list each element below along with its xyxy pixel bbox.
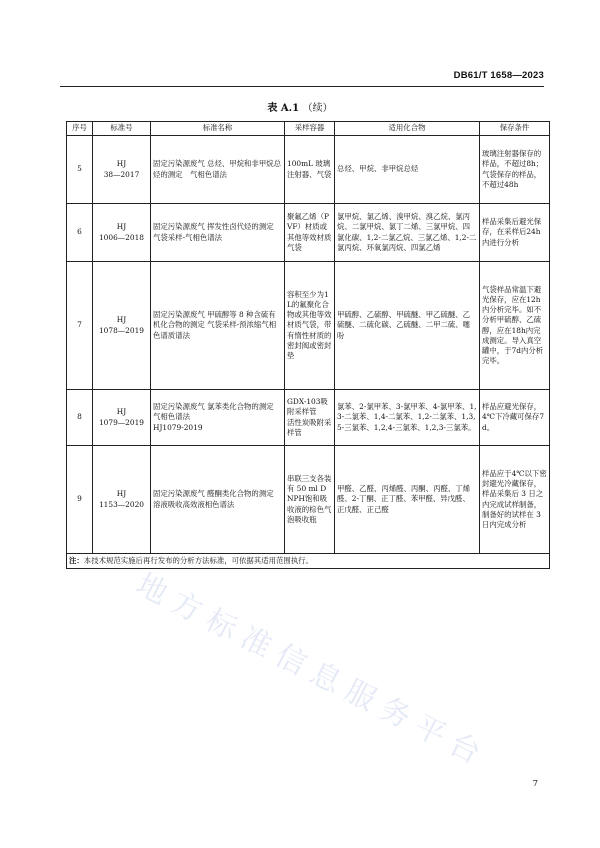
cell-conditions: 样品应于4℃以下密封避光冷藏保存，样品采集后 3 日之内完成试样制备，制备好的试样在 3 日内完成分析 xyxy=(480,446,550,554)
cell-std: HJ 1079—2019 xyxy=(93,390,151,446)
column-header-container: 采样容器 xyxy=(285,122,335,136)
table-title xyxy=(0,99,600,114)
cell-no: 6 xyxy=(67,204,93,262)
cell-name: 固定污染源废气 挥发性卤代烃的测定 气袋采样-气相色谱法 xyxy=(151,204,285,262)
note-text: 本技术规范实施后再行发布的分析方法标准，可依据其适用范围执行。 xyxy=(83,555,313,565)
cell-compounds: 总烃、甲烷、非甲烷总烃 xyxy=(335,136,480,204)
cell-container: 串联三支各装有 50 ml DNPH饱和吸收液的棕色气泡吸收瓶 xyxy=(285,446,335,554)
table-title-suffix: （续） xyxy=(302,103,333,114)
cell-container: 聚氟乙烯（PVF）材质或其他等效材质气袋 xyxy=(285,204,335,262)
cell-compounds: 甲醛、乙醛、丙烯醛、丙酮、丙醛、丁烯醛、2-丁酮、正丁醛、苯甲醛、异戊醛、正戊醛、正己醛 xyxy=(335,446,480,554)
cell-conditions: 玻璃注射器保存的样品，不超过8h；气袋保存的样品，不超过48h xyxy=(480,136,550,204)
cell-no: 5 xyxy=(67,136,93,204)
cell-container: 容积至少为1L的氟聚化合物或其他等效材质气袋，带有惰性材质的密封阀或密封垫 xyxy=(285,262,335,390)
cell-std: HJ 1078—2019 xyxy=(93,262,151,390)
table-row xyxy=(67,390,550,446)
table-row xyxy=(67,446,550,554)
cell-std: HJ 1153—2020 xyxy=(93,446,151,554)
cell-conditions: 样品采集后避光保存，在采样后24h内进行分析 xyxy=(480,204,550,262)
cell-name: 固定污染源废气 醛酮类化合物的测定 溶液吸收高效液相色谱法 xyxy=(151,446,285,554)
cell-compounds: 氯苯、2-氯甲苯、3-氯甲苯、4-氯甲苯、1,3-二氯苯、1,4-二氯苯、1,2-二氯苯、1,3,5-三氯苯、1,2,4-三氯苯、1,2,3-三氯苯。 xyxy=(335,390,480,446)
cell-no: 7 xyxy=(67,262,93,390)
cell-compounds: 甲硫醇、乙硫醇、甲硫醚、甲乙硫醚、乙硫醚、二硫化碳、乙硫醚、二甲二硫、噻吩 xyxy=(335,262,480,390)
cell-compounds: 氯甲烷、氯乙烯、溴甲烷、溴乙烷、氯丙烷、二氯甲烷、氯丁二烯、三氯甲烷、四氯化碳、1,2-二氯乙烷、三氯乙烯、1,2-二氯丙烷、环氧氯丙烷、四氯乙烯 xyxy=(335,204,480,262)
table-title-label: 表 A.1 xyxy=(267,103,300,114)
note-label: 注： xyxy=(69,555,84,565)
header-divider xyxy=(60,86,544,87)
table-row xyxy=(67,204,550,262)
cell-no: 8 xyxy=(67,390,93,446)
table-note xyxy=(67,554,550,569)
cell-std: HJ 38—2017 xyxy=(93,136,151,204)
cell-container: GDX-103吸附采样管 活性炭吸附采样管 xyxy=(285,390,335,446)
table-header-row xyxy=(67,122,550,136)
table-note-row xyxy=(67,554,550,569)
cell-name: 固定污染源废气 总烃、甲烷和非甲烷总烃的测定 气相色谱法 xyxy=(151,136,285,204)
column-header-name: 标准名称 xyxy=(151,122,285,136)
table-row xyxy=(67,136,550,204)
table-row xyxy=(67,262,550,390)
cell-name: 固定污染源废气 氯苯类化合物的测定 气相色谱法 HJ1079-2019 xyxy=(151,390,285,446)
cell-std: HJ 1006—2018 xyxy=(93,204,151,262)
cell-conditions: 样品应避光保存，4℃下冷藏可保存7d。 xyxy=(480,390,550,446)
column-header-no: 序号 xyxy=(67,122,93,136)
cell-no: 9 xyxy=(67,446,93,554)
cell-name: 固定污染源废气 甲硫醇等 8 种含硫有机化合物的测定 气袋采样-预浓缩气相色谱质谱法 xyxy=(151,262,285,390)
watermark: 地方标准信息服务平台 xyxy=(130,567,494,776)
column-header-std: 标准号 xyxy=(93,122,151,136)
column-header-compounds: 适用化合物 xyxy=(335,122,480,136)
cell-container: 100mL 玻璃注射器、气袋 xyxy=(285,136,335,204)
standards-table xyxy=(66,121,550,569)
cell-conditions: 气袋样品常温下避光保存，应在12h内分析完毕。如不分析甲硫醇、乙硫醇，应在18h内完成测定。导入真空罐中，于7d内分析完毕。 xyxy=(480,262,550,390)
page-number: 7 xyxy=(532,779,538,789)
document-code: DB61/T 1658—2023 xyxy=(453,70,544,81)
column-header-conditions: 保存条件 xyxy=(480,122,550,136)
